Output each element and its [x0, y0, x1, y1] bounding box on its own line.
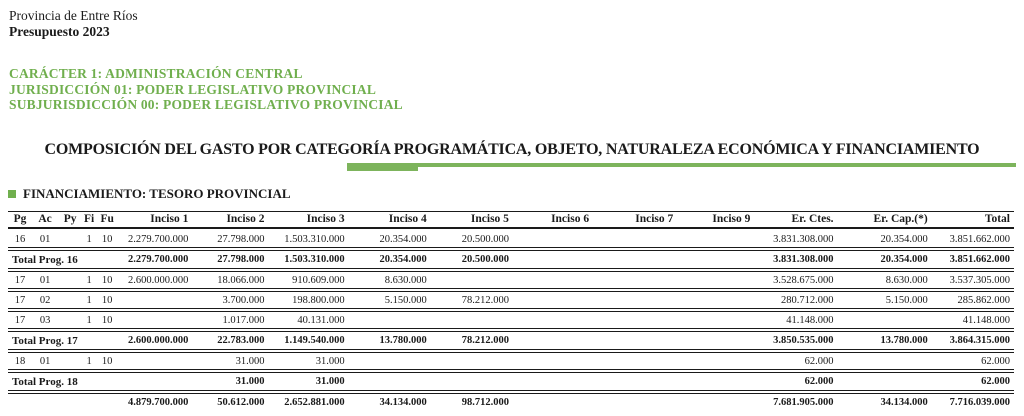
cell — [58, 231, 82, 248]
cell — [513, 331, 593, 350]
column-header: Pg — [8, 211, 32, 229]
cell: 40.131.000 — [268, 311, 348, 329]
grand-total-row — [8, 393, 1014, 410]
cell: 62.000 — [932, 352, 1014, 370]
cell — [593, 311, 677, 329]
cell — [513, 372, 593, 391]
table-row — [8, 311, 1014, 329]
cell: 22.783.000 — [192, 331, 268, 350]
cell: 20.500.000 — [431, 231, 513, 248]
cell — [118, 372, 192, 391]
cell: 34.134.000 — [349, 393, 431, 410]
cell: 10 — [96, 311, 118, 329]
cell — [677, 271, 754, 289]
column-header: Er. Cap.(*) — [838, 211, 932, 229]
cell: 13.780.000 — [349, 331, 431, 350]
cell: 4.879.700.000 — [118, 393, 192, 410]
cell: 1 — [82, 311, 96, 329]
table-row — [8, 352, 1014, 370]
column-header: Inciso 2 — [192, 211, 268, 229]
cell: 18 — [8, 352, 32, 370]
financing-section-label: FINANCIAMIENTO: TESORO PROVINCIAL — [23, 186, 291, 201]
cell — [513, 231, 593, 248]
column-header: Inciso 3 — [268, 211, 348, 229]
financing-section-heading — [8, 186, 291, 202]
cell: 198.800.000 — [268, 291, 348, 309]
cell: 20.354.000 — [349, 250, 431, 269]
subjurisdiccion-line: SUBJURISDICCIÓN 00: PODER LEGISLATIVO PROVINCIAL — [9, 97, 403, 112]
cell: 41.148.000 — [932, 311, 1014, 329]
cell: 2.279.700.000 — [118, 231, 192, 248]
empty-label — [8, 393, 118, 410]
cell — [838, 372, 932, 391]
cell: 5.150.000 — [838, 291, 932, 309]
cell: 1.149.540.000 — [268, 331, 348, 350]
cell: 280.712.000 — [754, 291, 837, 309]
cell: 3.831.308.000 — [754, 231, 837, 248]
column-header: Ac — [32, 211, 58, 229]
cell — [677, 393, 754, 410]
cell: 02 — [32, 291, 58, 309]
cell — [593, 250, 677, 269]
cell — [431, 352, 513, 370]
cell: 50.612.000 — [192, 393, 268, 410]
cell: 98.712.000 — [431, 393, 513, 410]
cell — [118, 291, 192, 309]
column-header: Py — [58, 211, 82, 229]
cell — [513, 352, 593, 370]
cell: 20.354.000 — [838, 231, 932, 248]
cell — [349, 372, 431, 391]
cell: 2.652.881.000 — [268, 393, 348, 410]
cell: 20.500.000 — [431, 250, 513, 269]
cell — [593, 393, 677, 410]
cell — [677, 372, 754, 391]
cell: 7.716.039.000 — [932, 393, 1014, 410]
cell: 2.279.700.000 — [118, 250, 192, 269]
budget-table — [8, 209, 1014, 412]
column-header: Inciso 6 — [513, 211, 593, 229]
cell — [677, 352, 754, 370]
cell — [118, 352, 192, 370]
cell: 62.000 — [754, 352, 837, 370]
cell — [593, 372, 677, 391]
cell: 16 — [8, 231, 32, 248]
cell: 62.000 — [754, 372, 837, 391]
cell: 03 — [32, 311, 58, 329]
cell: 7.681.905.000 — [754, 393, 837, 410]
jurisdiction-block — [9, 66, 403, 113]
cell: 1.503.310.000 — [268, 250, 348, 269]
cell: 27.798.000 — [192, 250, 268, 269]
total-label: Total Prog. 18 — [8, 372, 118, 391]
header-row — [8, 211, 1014, 229]
cell: 1 — [82, 291, 96, 309]
total-row — [8, 250, 1014, 269]
cell: 910.609.000 — [268, 271, 348, 289]
cell — [513, 393, 593, 410]
table-row — [8, 271, 1014, 289]
cell — [593, 271, 677, 289]
cell — [349, 352, 431, 370]
cell — [677, 291, 754, 309]
cell — [118, 311, 192, 329]
cell — [431, 271, 513, 289]
cell: 1 — [82, 231, 96, 248]
cell — [593, 291, 677, 309]
caracter-line: CARÁCTER 1: ADMINISTRACIÓN CENTRAL — [9, 66, 303, 81]
cell — [677, 311, 754, 329]
cell: 2.600.000.000 — [118, 271, 192, 289]
column-header: Inciso 5 — [431, 211, 513, 229]
cell — [677, 250, 754, 269]
cell: 10 — [96, 271, 118, 289]
cell: 01 — [32, 231, 58, 248]
cell: 31.000 — [268, 372, 348, 391]
column-header: Inciso 7 — [593, 211, 677, 229]
title-underline-thick-bar — [347, 163, 418, 171]
total-label: Total Prog. 17 — [8, 331, 118, 350]
cell: 3.864.315.000 — [932, 331, 1014, 350]
cell — [677, 231, 754, 248]
cell — [513, 250, 593, 269]
table-body — [8, 231, 1014, 410]
cell: 31.000 — [268, 352, 348, 370]
column-header: Inciso 9 — [677, 211, 754, 229]
cell: 1.503.310.000 — [268, 231, 348, 248]
cell: 17 — [8, 291, 32, 309]
column-header: Total — [932, 211, 1014, 229]
cell — [838, 352, 932, 370]
letterhead — [9, 8, 138, 40]
cell: 1.017.000 — [192, 311, 268, 329]
cell — [349, 311, 431, 329]
cell: 01 — [32, 271, 58, 289]
cell: 17 — [8, 271, 32, 289]
cell: 3.851.662.000 — [932, 250, 1014, 269]
cell: 3.831.308.000 — [754, 250, 837, 269]
cell — [58, 271, 82, 289]
cell: 3.851.662.000 — [932, 231, 1014, 248]
cell: 17 — [8, 311, 32, 329]
cell: 2.600.000.000 — [118, 331, 192, 350]
cell — [593, 331, 677, 350]
cell: 1 — [82, 352, 96, 370]
cell: 62.000 — [932, 372, 1014, 391]
column-header: Inciso 4 — [349, 211, 431, 229]
cell — [593, 352, 677, 370]
cell: 10 — [96, 291, 118, 309]
cell — [58, 291, 82, 309]
cell: 10 — [96, 352, 118, 370]
table-row — [8, 231, 1014, 248]
cell — [677, 331, 754, 350]
table-head — [8, 211, 1014, 229]
cell: 3.537.305.000 — [932, 271, 1014, 289]
column-header: Fi — [82, 211, 96, 229]
cell: 18.066.000 — [192, 271, 268, 289]
column-header: Fu — [96, 211, 118, 229]
cell: 78.212.000 — [431, 331, 513, 350]
column-header: Er. Ctes. — [754, 211, 837, 229]
jurisdiccion-line: JURISDICCIÓN 01: PODER LEGISLATIVO PROVINCIAL — [9, 81, 377, 97]
cell: 78.212.000 — [431, 291, 513, 309]
table-row — [8, 291, 1014, 309]
cell: 41.148.000 — [754, 311, 837, 329]
cell: 3.850.535.000 — [754, 331, 837, 350]
cell — [513, 311, 593, 329]
page-title: COMPOSICIÓN DEL GASTO POR CATEGORÍA PROGRAMÁTICA, OBJETO, NATURALEZA ECONÓMICA Y FINANCIAMIENTO — [44, 141, 980, 158]
cell — [58, 311, 82, 329]
cell: 8.630.000 — [838, 271, 932, 289]
cell: 31.000 — [192, 352, 268, 370]
cell: 34.134.000 — [838, 393, 932, 410]
total-row — [8, 331, 1014, 350]
cell: 01 — [32, 352, 58, 370]
cell: 20.354.000 — [349, 231, 431, 248]
column-header: Inciso 1 — [118, 211, 192, 229]
cell: 27.798.000 — [192, 231, 268, 248]
cell: 3.700.000 — [192, 291, 268, 309]
cell: 5.150.000 — [349, 291, 431, 309]
cell: 8.630.000 — [349, 271, 431, 289]
cell — [513, 271, 593, 289]
cell — [593, 231, 677, 248]
square-bullet-icon — [8, 190, 16, 198]
title-underline-thin-bar — [418, 163, 1016, 167]
total-row — [8, 372, 1014, 391]
cell: 3.528.675.000 — [754, 271, 837, 289]
cell — [838, 311, 932, 329]
doc-title: Presupuesto 2023 — [9, 24, 110, 39]
cell: 13.780.000 — [838, 331, 932, 350]
cell: 285.862.000 — [932, 291, 1014, 309]
cell — [431, 372, 513, 391]
cell: 10 — [96, 231, 118, 248]
cell — [58, 352, 82, 370]
cell — [513, 291, 593, 309]
org-name: Provincia de Entre Ríos — [9, 8, 138, 23]
cell: 20.354.000 — [838, 250, 932, 269]
cell: 31.000 — [192, 372, 268, 391]
total-label: Total Prog. 16 — [8, 250, 118, 269]
cell: 1 — [82, 271, 96, 289]
cell — [431, 311, 513, 329]
